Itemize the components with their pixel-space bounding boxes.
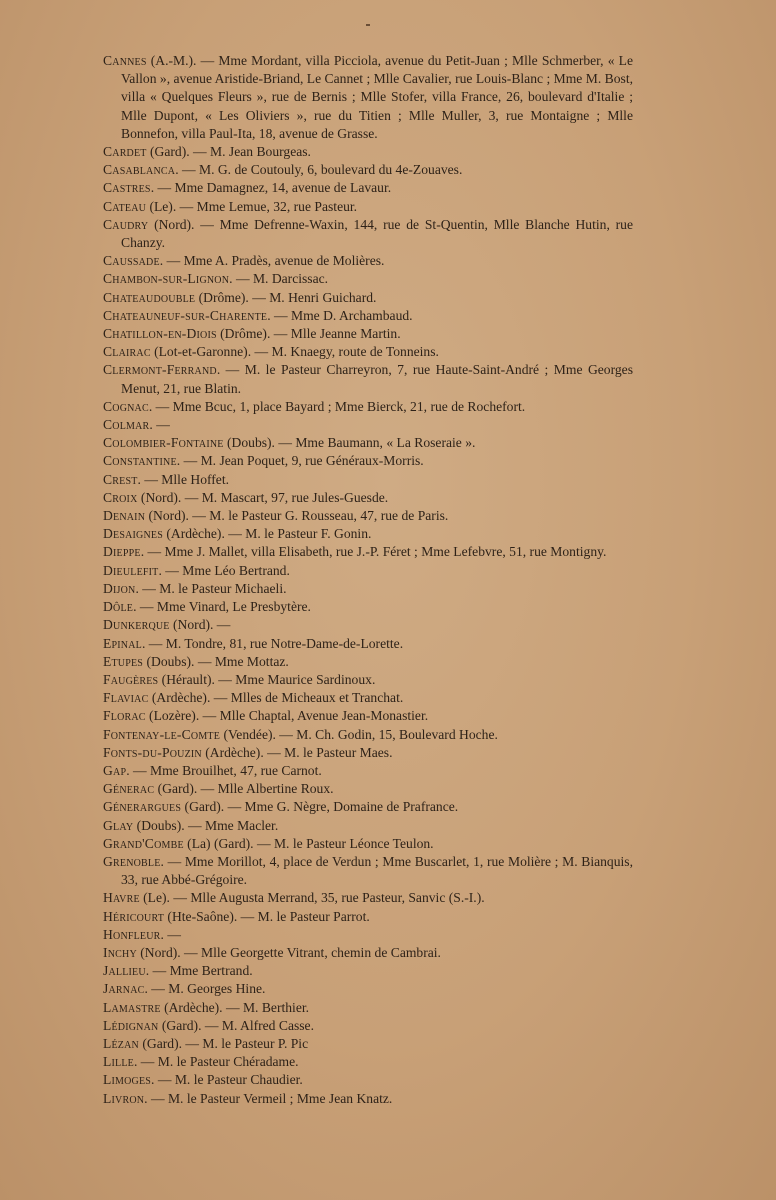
entry-place: Dieppe	[103, 544, 141, 560]
directory-entry	[103, 1053, 633, 1071]
directory-entry	[103, 944, 633, 962]
entry-place: Limoges	[103, 1072, 152, 1088]
directory-entry	[103, 434, 633, 452]
entry-place: Cannes	[103, 53, 147, 68]
entry-place: Cardet	[103, 144, 147, 160]
entry-text: (Le). — Mlle Augusta Merrand, 35, rue Pasteur, Sanvic (S.-I.).	[139, 890, 485, 906]
entry-text: (Hte-Saône). — M. le Pasteur Parrot.	[164, 908, 370, 924]
entry-place: Florac	[103, 708, 146, 724]
entry-place: Caussade	[103, 253, 160, 269]
entry-place: Gap	[103, 762, 127, 778]
directory-entry	[103, 671, 633, 689]
directory-entry	[103, 252, 633, 270]
directory-entry	[103, 507, 633, 525]
entry-text: . — Mme A. Pradès, avenue de Molières.	[159, 253, 385, 269]
entry-text: . — M. le Pasteur Chéradame.	[133, 1054, 299, 1070]
directory-entry	[103, 726, 633, 744]
entry-place: Clairac	[103, 344, 151, 360]
entry-place: Grand'Combe	[103, 835, 184, 851]
entry-place: Fonts-du-Pouzin	[103, 744, 202, 760]
entry-place: Dieulefit	[103, 562, 159, 578]
entry-place: Héricourt	[103, 908, 165, 924]
entry-text: . — Mme Brouilhet, 47, rue Carnot.	[126, 762, 322, 778]
entry-place: Dôle	[103, 599, 134, 615]
entry-place: Etupes	[103, 653, 144, 669]
entry-place: Colmar	[103, 417, 150, 433]
entry-text: (Drôme). — M. Henri Guichard.	[195, 289, 377, 305]
entry-text: (Doubs). — Mme Macler.	[133, 817, 279, 833]
entry-place: Dijon	[103, 580, 136, 596]
entry-text: (Vendée). — M. Ch. Godin, 15, Boulevard Hoche.	[220, 726, 498, 742]
directory-entry	[103, 416, 633, 434]
directory-entry	[103, 707, 633, 725]
directory-entry	[103, 52, 633, 143]
directory-entry	[103, 179, 633, 197]
entry-text: . — Mme Léo Bertrand.	[158, 562, 290, 578]
entry-place: Constantine	[103, 453, 177, 469]
entry-text: . — Mme Damagnez, 14, avenue de Lavaur.	[150, 180, 392, 196]
directory-entry	[103, 471, 633, 489]
entry-text: . — Mme J. Mallet, villa Elisabeth, rue J.-P. Féret ; Mme Lefebvre, 51, rue Montigny.	[140, 544, 607, 560]
entry-place: Lédignan	[103, 1017, 159, 1033]
entry-text: (Gard). — M. Jean Bourgeas.	[146, 144, 311, 160]
entry-text: (Nord). —	[169, 617, 231, 633]
entry-text: (Gard). — Mlle Albertine Roux.	[154, 781, 334, 797]
entry-text: (Lot-et-Garonne). — M. Knaegy, route de Tonneins.	[150, 344, 439, 360]
entry-text: (Doubs). — Mme Baumann, « La Roseraie ».	[223, 435, 476, 451]
entry-text: . — M. le Pasteur Vermeil ; Mme Jean Knatz.	[144, 1090, 393, 1106]
entry-text: (Hérault). — Mme Maurice Sardinoux.	[158, 671, 376, 687]
entry-place: Fontenay-le-Comte	[103, 726, 221, 742]
entry-place: Lézan	[103, 1035, 139, 1051]
entry-place: Chatillon-en-Diois	[103, 326, 217, 342]
entry-text: (Gard). — M. Alfred Casse.	[158, 1017, 314, 1033]
entry-text: (Ardèche). — M. le Pasteur F. Gonin.	[162, 526, 372, 542]
directory-entry	[103, 798, 633, 816]
entry-place: Chateaudouble	[103, 289, 196, 305]
directory-entry	[103, 562, 633, 580]
directory-entry	[103, 307, 633, 325]
directory-entry	[103, 452, 633, 470]
entry-text: . — Mlle Hoffet.	[137, 471, 230, 487]
entry-text: . — Mme Bcuc, 1, place Bayard ; Mme Bierck, 21, rue de Rochefort.	[148, 398, 526, 414]
directory-entry	[103, 1071, 633, 1089]
entry-place: Casablanca	[103, 162, 176, 178]
entry-text: (Drôme). — Mlle Jeanne Martin.	[216, 326, 401, 342]
entry-place: Glay	[103, 817, 134, 833]
entry-text: . — Mme D. Archambaud.	[267, 307, 413, 323]
entry-text: . — M. Georges Hine.	[144, 981, 266, 997]
entry-text: . —	[160, 926, 181, 942]
directory-entry	[103, 889, 633, 907]
entry-text: . — Mme Morillot, 4, place de Verdun ; Mme Buscarlet, 1, rue Molière ; M. Bianquis, 33, rue Abbé-Grégoire.	[121, 853, 633, 888]
entry-place: Colombier-Fontaine	[103, 435, 224, 451]
entry-place: Jarnac	[103, 981, 145, 997]
entry-place: Havre	[103, 890, 140, 906]
entry-text: (Nord). — M. le Pasteur G. Rousseau, 47, rue de Paris.	[145, 508, 449, 524]
entry-place: Epinal	[103, 635, 142, 651]
entry-text: . — M. Tondre, 81, rue Notre-Dame-de-Lorette.	[141, 635, 404, 651]
entry-text: (Ardèche). — Mlles de Micheaux et Tranchat.	[148, 690, 404, 706]
entry-place: Génerargues	[103, 799, 182, 815]
entry-text: (Nord). — Mme Defrenne-Waxin, 144, rue de St-Quentin, Mlle Blanche Hutin, rue Chanzy.	[121, 216, 633, 251]
directory-entry	[103, 835, 633, 853]
entry-place: Castres	[103, 180, 151, 196]
directory-entry	[103, 908, 633, 926]
directory-entry	[103, 161, 633, 179]
directory-entry	[103, 325, 633, 343]
entry-text: . — Mme Vinard, Le Presbytère.	[133, 599, 311, 615]
directory-entry	[103, 598, 633, 616]
directory-entry	[103, 580, 633, 598]
directory-entry	[103, 689, 633, 707]
page-mark	[366, 24, 370, 26]
entry-place: Crest	[103, 471, 138, 487]
entry-text: . — M. G. de Coutouly, 6, boulevard du 4e-Zouaves.	[175, 162, 463, 178]
entry-place: Grenoble	[103, 853, 161, 869]
directory-entry	[103, 343, 633, 361]
entry-place: Faugères	[103, 671, 159, 687]
entry-text: (Nord). — Mlle Georgette Vitrant, chemin de Cambrai.	[136, 944, 441, 960]
directory-entry	[103, 1090, 633, 1108]
entry-text: (La) (Gard). — M. le Pasteur Léonce Teulon.	[183, 835, 434, 851]
directory-column	[103, 52, 633, 1108]
directory-entry	[103, 635, 633, 653]
entry-text: (Doubs). — Mme Mottaz.	[143, 653, 289, 669]
entry-place: Inchy	[103, 944, 137, 960]
entry-text: (Nord). — M. Mascart, 97, rue Jules-Guesde.	[137, 489, 389, 505]
entry-text: . — M. le Pasteur Chaudier.	[151, 1072, 303, 1088]
entry-text: (Gard). — M. le Pasteur P. Pic	[138, 1035, 309, 1051]
directory-entry	[103, 1017, 633, 1035]
directory-entry	[103, 361, 633, 397]
entry-place: Chateauneuf-sur-Charente	[103, 307, 268, 323]
entry-text: (Ardèche). — M. le Pasteur Maes.	[201, 744, 393, 760]
entry-place: Cognac	[103, 398, 149, 414]
entry-text: . — M. le Pasteur Charreyron, 7, rue Haute-Saint-André ; Mme Georges Menut, 21, rue Blatin.	[121, 362, 633, 396]
entry-text: (Lozère). — Mlle Chaptal, Avenue Jean-Monastier.	[145, 708, 429, 724]
entry-place: Génerac	[103, 781, 155, 797]
entry-place: Lille	[103, 1054, 134, 1070]
entry-place: Caudry	[103, 216, 149, 232]
directory-entry	[103, 999, 633, 1017]
directory-entry	[103, 289, 633, 307]
entry-place: Flaviac	[103, 690, 149, 706]
entry-text: . — Mme Bertrand.	[145, 963, 253, 979]
entry-place: Dunkerque	[103, 617, 170, 633]
directory-entry	[103, 198, 633, 216]
entry-text: (Le). — Mme Lemue, 32, rue Pasteur.	[146, 198, 358, 214]
entry-place: Denain	[103, 508, 146, 524]
directory-entry	[103, 980, 633, 998]
directory-entry	[103, 143, 633, 161]
entry-place: Cateau	[103, 198, 147, 214]
entry-place: Livron	[103, 1090, 145, 1106]
directory-entry	[103, 780, 633, 798]
entry-text: . — M. le Pasteur Michaeli.	[135, 580, 287, 596]
directory-entry	[103, 543, 633, 561]
entry-place: Jallieu	[103, 963, 146, 979]
directory-entry	[103, 926, 633, 944]
directory-entry	[103, 525, 633, 543]
directory-entry	[103, 270, 633, 288]
directory-entry	[103, 853, 633, 889]
directory-entry	[103, 962, 633, 980]
directory-entry	[103, 616, 633, 634]
directory-entry	[103, 653, 633, 671]
directory-entry	[103, 398, 633, 416]
entry-text: . —	[149, 417, 170, 433]
entry-text: . — M. Jean Poquet, 9, rue Généraux-Morris.	[176, 453, 424, 469]
directory-entry	[103, 1035, 633, 1053]
entry-text: (Ardèche). — M. Berthier.	[160, 999, 310, 1015]
entry-place: Clermont-Ferrand	[103, 362, 217, 378]
entry-place: Lamastre	[103, 999, 161, 1015]
entry-place: Honfleur	[103, 926, 161, 942]
entry-place: Chambon-sur-Lignon	[103, 271, 230, 287]
directory-entry	[103, 817, 633, 835]
entry-place: Desaignes	[103, 526, 163, 542]
entry-text: (A.-M.). — Mme Mordant, villa Picciola, avenue du Petit-Juan ; Mlle Schmerber, « Le Vallon », avenue Aristide-Briand, Le Cannet ; Mlle Cavalier, rue Louis-Blanc ; Mme M. Bost, villa « Quelques Fleurs », rue de Bernis ; Mlle Stofer, villa France, 26, boulevard d'Italie ; Mlle Dupont, « Les Oliviers », rue du Titien ; Mlle Muller, 3, rue Montaigne ; Mlle Bonnefon, villa Paul-Ita, 18, avenue de Grasse.	[121, 53, 633, 141]
entry-text: (Gard). — Mme G. Nègre, Domaine de Prafrance.	[181, 799, 459, 815]
directory-entry	[103, 744, 633, 762]
entry-text: . — M. Darcissac.	[229, 271, 329, 287]
directory-entry	[103, 489, 633, 507]
directory-entry	[103, 216, 633, 252]
entry-place: Croix	[103, 489, 138, 505]
directory-entry	[103, 762, 633, 780]
